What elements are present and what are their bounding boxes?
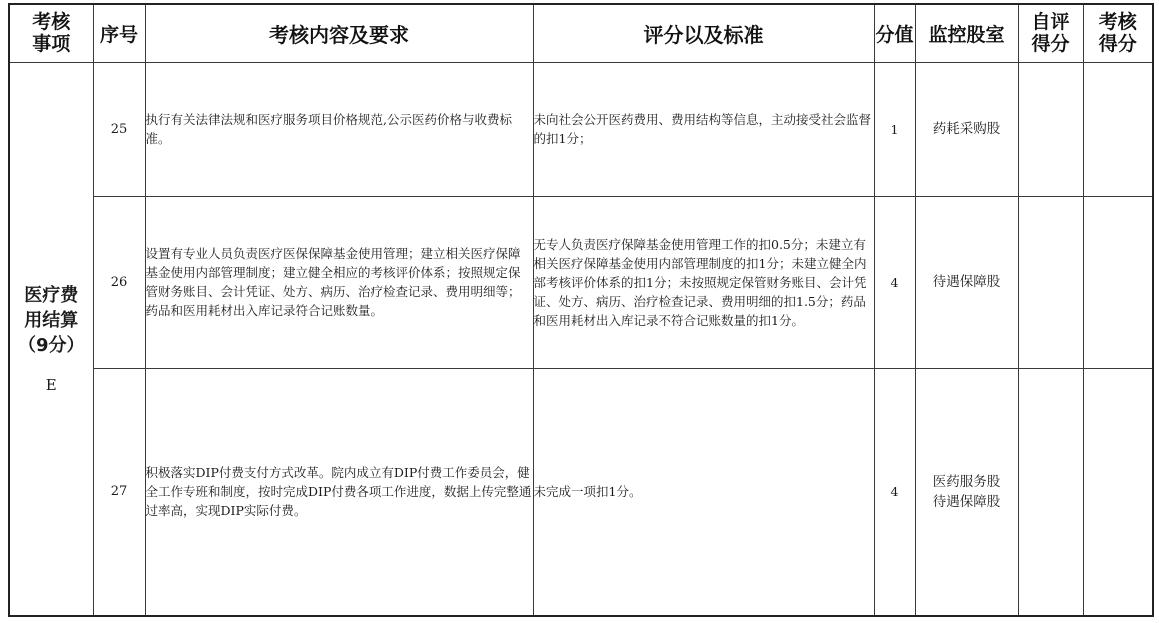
header-seq: 序号 [93, 4, 145, 62]
row-score: 4 [874, 196, 915, 368]
table-row [9, 368, 1153, 616]
category-name: 医疗费 用结算 （9分） [17, 285, 85, 357]
row-standard: 未向社会公开医药费用、费用结构等信息，主动接受社会监督的扣1分； [533, 62, 874, 196]
row-requirement: 积极落实DIP付费支付方式改革。院内成立有DIP付费工作委员会，健全工作专班和制度，按时完成DIP付费各项工作进度，数据上传完整通过率高，实现DIP实际付费。 [145, 368, 533, 616]
row-department: 药耗采购股 [915, 62, 1018, 196]
assessment-table [8, 3, 1154, 617]
table-row [9, 62, 1153, 196]
header-department: 监控股室 [915, 4, 1018, 62]
category-code: E [45, 376, 57, 395]
self-score-cell[interactable] [1018, 62, 1083, 196]
category-cell [9, 62, 93, 616]
self-score-cell[interactable] [1018, 196, 1083, 368]
header-category: 考核 事项 [9, 4, 93, 62]
self-score-cell[interactable] [1018, 368, 1083, 616]
table-row [9, 196, 1153, 368]
header-self-score: 自评 得分 [1018, 4, 1083, 62]
row-standard: 未完成一项扣1分。 [533, 368, 874, 616]
header-score: 分值 [874, 4, 915, 62]
row-score: 1 [874, 62, 915, 196]
row-department: 医药服务股 待遇保障股 [915, 368, 1018, 616]
row-seq: 27 [93, 368, 145, 616]
row-seq: 26 [93, 196, 145, 368]
assess-score-cell[interactable] [1083, 196, 1153, 368]
header-requirements: 考核内容及要求 [145, 4, 533, 62]
row-seq: 25 [93, 62, 145, 196]
header-assess-score: 考核 得分 [1083, 4, 1153, 62]
row-score: 4 [874, 368, 915, 616]
assess-score-cell[interactable] [1083, 368, 1153, 616]
row-department: 待遇保障股 [915, 196, 1018, 368]
assess-score-cell[interactable] [1083, 62, 1153, 196]
header-row [9, 4, 1153, 62]
row-requirement: 执行有关法律法规和医疗服务项目价格规范,公示医药价格与收费标准。 [145, 62, 533, 196]
header-standards: 评分以及标准 [533, 4, 874, 62]
row-requirement: 设置有专业人员负责医疗医保保障基金使用管理；建立相关医疗保障基金使用内部管理制度；建立健全相应的考核评价体系；按照规定保管财务账目、会计凭证、处方、病历、治疗检查记录、费用明细等；药品和医用耗材出入库记录符合记账数量。 [145, 196, 533, 368]
row-standard: 无专人负责医疗保障基金使用管理工作的扣0.5分；未建立有相关医疗保障基金使用内部管理制度的扣1分；未建立健全内部考核评价体系的扣1分；未按照规定保管财务账目、会计凭证、处方、病历、治疗检查记录、费用明细的扣1.5分；药品和医用耗材出入库记录不符合记账数量的扣1分。 [533, 196, 874, 368]
